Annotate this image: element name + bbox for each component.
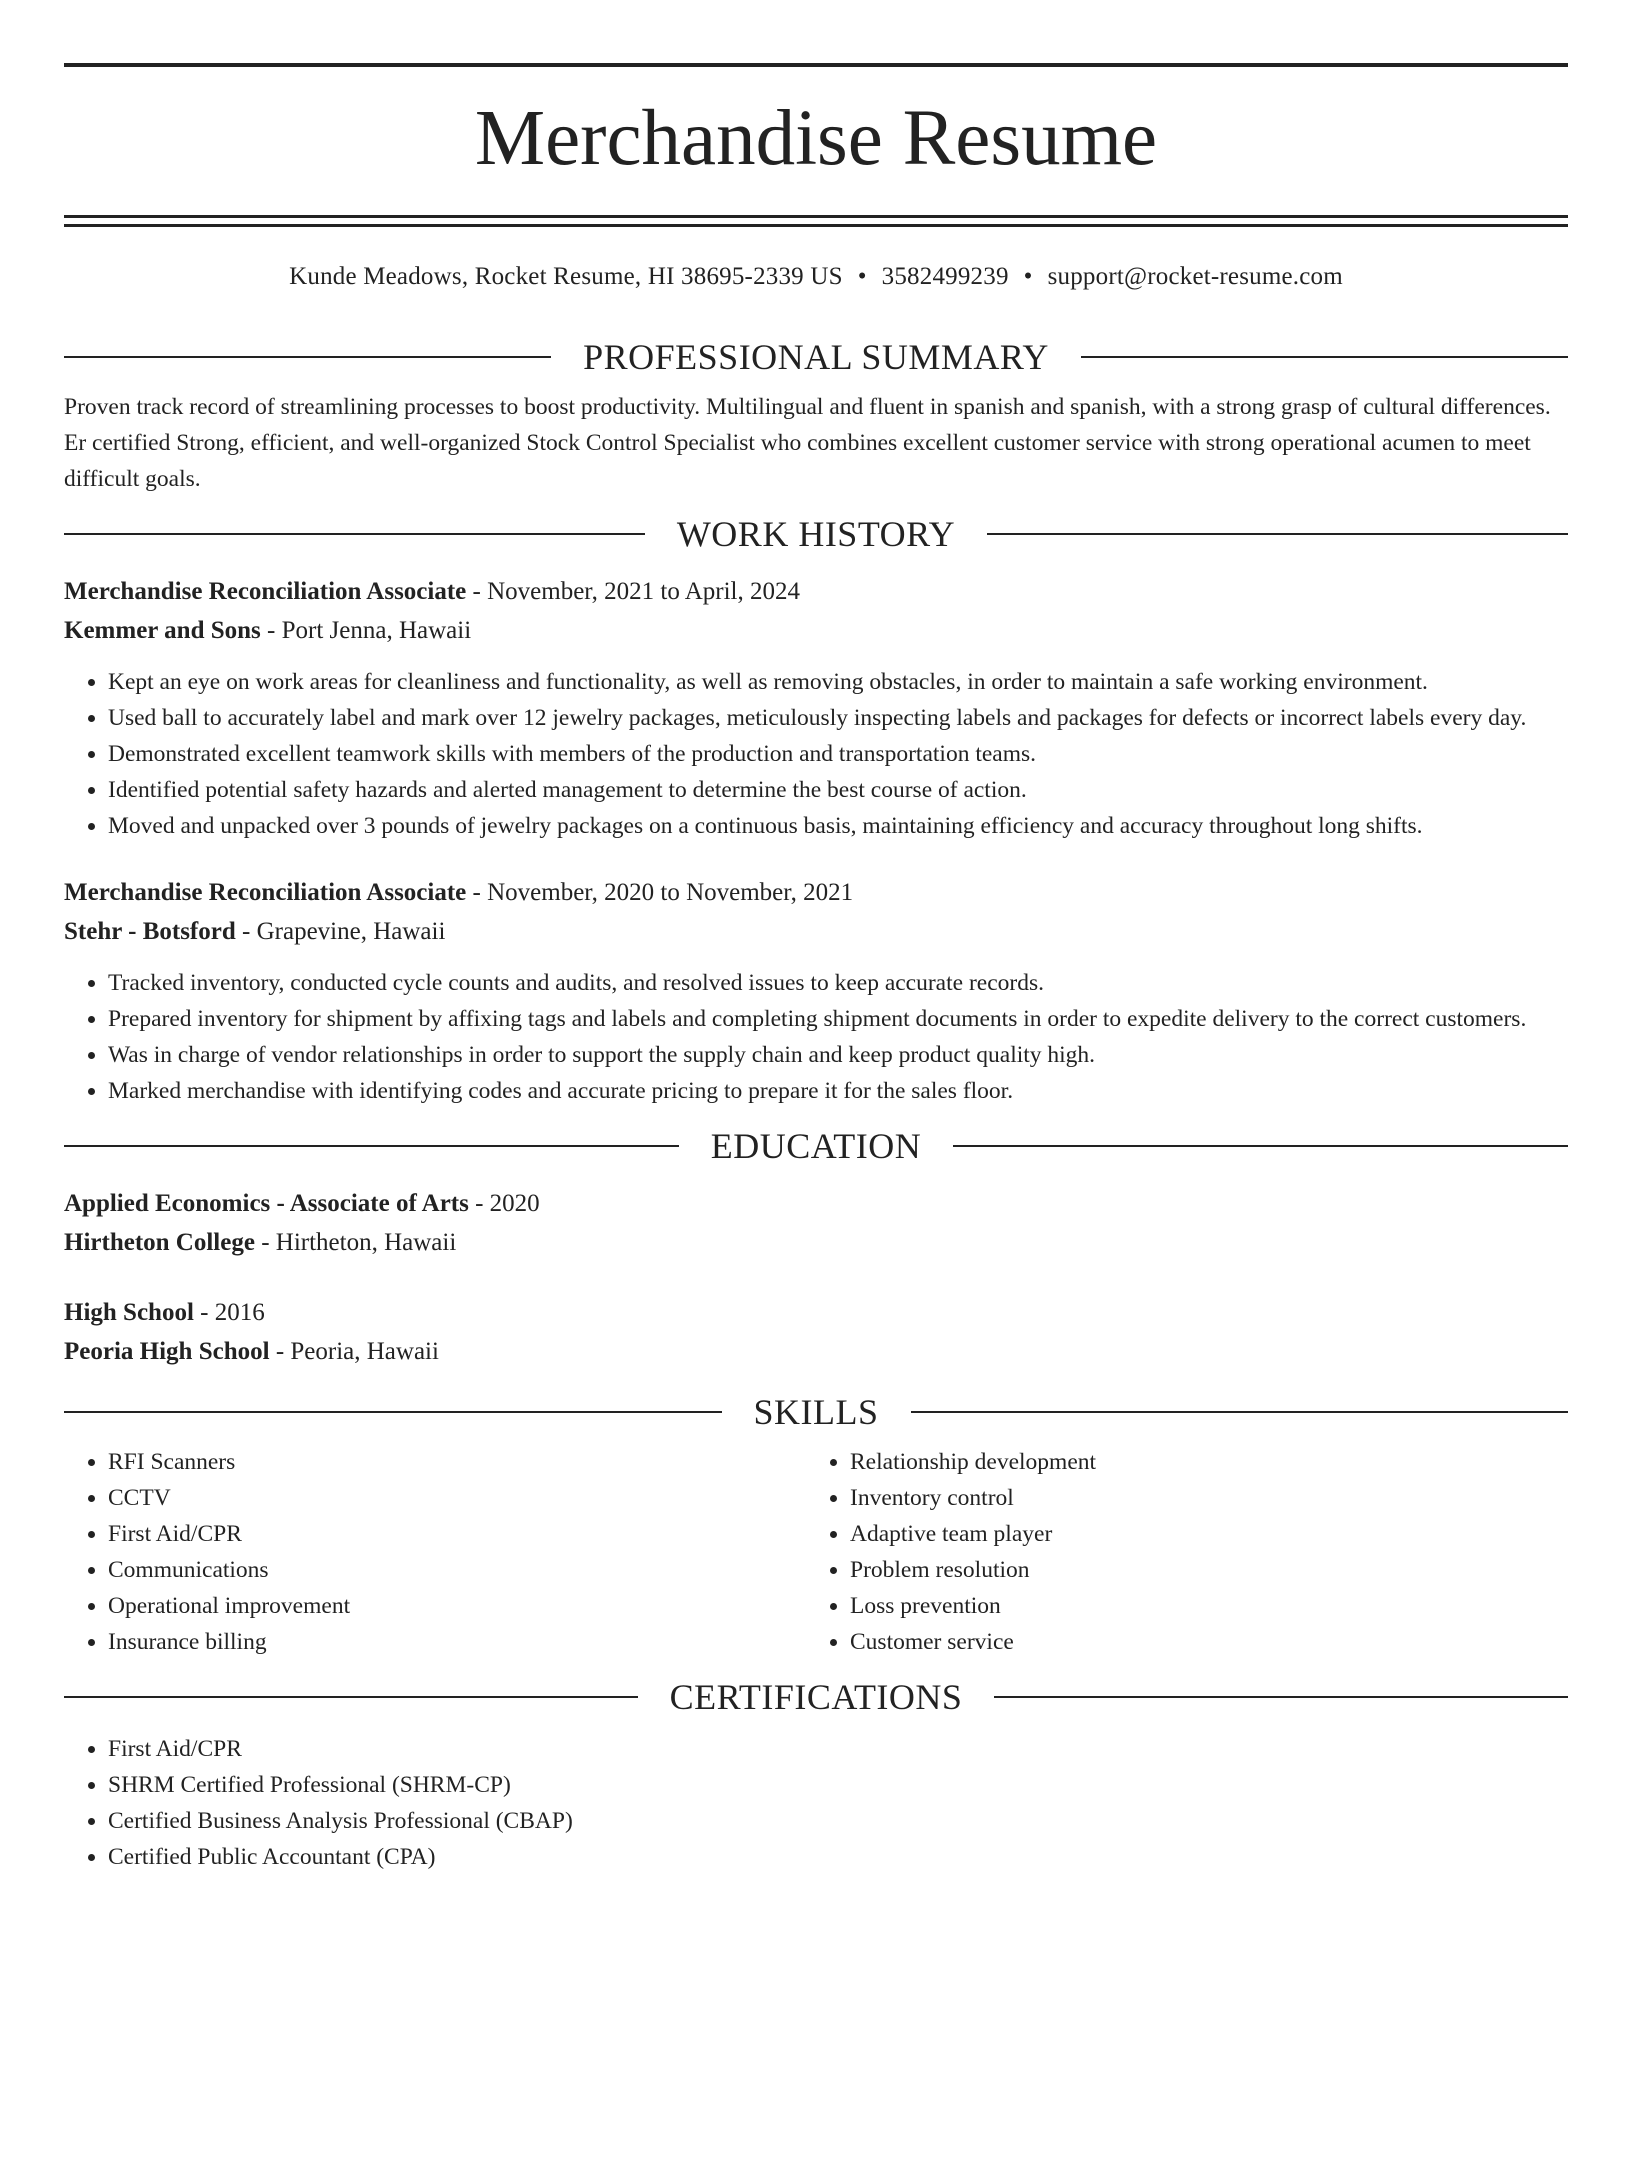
skill-item: • Adaptive team player (850, 1516, 1568, 1552)
section-rule (911, 1411, 1569, 1413)
job-title-line (64, 572, 1568, 611)
contact-line (64, 262, 1568, 292)
job-duties-list (64, 965, 1568, 1109)
section-rule (64, 1696, 638, 1698)
section-rule (64, 356, 551, 358)
job-company: Kemmer and Sons (64, 617, 261, 644)
job-title: Merchandise Reconciliation Associate (64, 578, 467, 605)
education-degree: Applied Economics - Associate of Arts (64, 1190, 469, 1217)
list-item: • Prepared inventory for shipment by affixing tags and labels and completing shipment documents in order to expedite delivery to the correct customers. (108, 1001, 1568, 1037)
education-location: - Hirtheton, Hawaii (254, 1229, 457, 1256)
job-title-line (64, 873, 1568, 912)
job-dates: - November, 2021 to April, 2024 (466, 578, 800, 605)
section-title-work: WORK HISTORY (676, 514, 956, 554)
section-rule (987, 533, 1568, 535)
section-header-education (64, 1126, 1568, 1166)
skill-item: • Communications (108, 1552, 806, 1588)
skill-item: • CCTV (108, 1480, 806, 1516)
skills-list-left (64, 1444, 806, 1660)
title-double-rule (64, 215, 1568, 227)
education-school-line (64, 1332, 1568, 1371)
list-item: • Marked merchandise with identifying codes and accurate pricing to prepare it for the sales floor. (108, 1073, 1568, 1109)
job-company: Stehr - Botsford (64, 918, 236, 945)
section-title-skills: SKILLS (753, 1392, 879, 1432)
top-rule (64, 63, 1568, 67)
contact-phone: 3582499239 (881, 263, 1009, 290)
section-title-certifications: CERTIFICATIONS (669, 1677, 963, 1717)
section-header-skills (64, 1392, 1568, 1432)
contact-email: support@rocket-resume.com (1047, 263, 1343, 290)
skills-columns (64, 1444, 1568, 1660)
education-school: Hirtheton College (64, 1229, 255, 1256)
education-degree: High School (64, 1299, 194, 1326)
job-dates: - November, 2020 to November, 2021 (466, 879, 854, 906)
certification-item: • SHRM Certified Professional (SHRM-CP) (108, 1767, 1568, 1803)
section-rule (994, 1696, 1568, 1698)
certification-item: • Certified Business Analysis Professional (CBAP) (108, 1803, 1568, 1839)
education-entry (64, 1184, 1568, 1262)
education-year: - 2016 (193, 1299, 265, 1326)
list-item: • Moved and unpacked over 3 pounds of jewelry packages on a continuous basis, maintaining efficiency and accuracy throughout long shifts. (108, 808, 1568, 844)
skill-item: • RFI Scanners (108, 1444, 806, 1480)
contact-separator: • (1023, 263, 1033, 290)
resume-title: Merchandise Resume (474, 95, 1158, 182)
job-entry (64, 572, 1568, 844)
section-rule (953, 1145, 1568, 1147)
education-school: Peoria High School (64, 1338, 270, 1365)
list-item: • Demonstrated excellent teamwork skills with members of the production and transportation teams. (108, 736, 1568, 772)
list-item: • Kept an eye on work areas for cleanliness and functionality, as well as removing obstacles, in order to maintain a safe working environment. (108, 664, 1568, 700)
job-company-line (64, 611, 1568, 650)
education-year: - 2020 (468, 1190, 540, 1217)
certifications-list (64, 1731, 1568, 1875)
section-title-summary: PROFESSIONAL SUMMARY (583, 337, 1049, 377)
skills-list-right (806, 1444, 1568, 1660)
section-header-certifications (64, 1677, 1568, 1717)
section-rule (64, 1411, 722, 1413)
section-header-work (64, 514, 1568, 554)
job-location: - Grapevine, Hawaii (235, 918, 446, 945)
contact-separator: • (857, 263, 867, 290)
job-duties-list (64, 664, 1568, 844)
job-location: - Port Jenna, Hawaii (260, 617, 472, 644)
skill-item: • Operational improvement (108, 1588, 806, 1624)
skill-item: • First Aid/CPR (108, 1516, 806, 1552)
education-school-line (64, 1223, 1568, 1262)
section-title-education: EDUCATION (710, 1126, 922, 1166)
list-item: • Used ball to accurately label and mark over 12 jewelry packages, meticulously inspecting labels and packages for defects or incorrect labels every day. (108, 700, 1568, 736)
job-title: Merchandise Reconciliation Associate (64, 879, 467, 906)
job-entry (64, 873, 1568, 1109)
skill-item: • Problem resolution (850, 1552, 1568, 1588)
education-location: - Peoria, Hawaii (269, 1338, 439, 1365)
skill-item: • Insurance billing (108, 1624, 806, 1660)
skill-item: • Loss prevention (850, 1588, 1568, 1624)
section-rule (64, 1145, 679, 1147)
certification-item: • Certified Public Accountant (CPA) (108, 1839, 1568, 1875)
skill-item: • Relationship development (850, 1444, 1568, 1480)
job-company-line (64, 912, 1568, 951)
summary-text: Proven track record of streamlining processes to boost productivity. Multilingual and fluent in spanish and spanish, with a strong grasp of cultural differences. Er certified Strong, efficient, and well-organized Stock Control Specialist who combines excellent customer service with strong operational acumen to meet difficult goals. (64, 394, 1551, 492)
list-item: • Tracked inventory, conducted cycle counts and audits, and resolved issues to keep accurate records. (108, 965, 1568, 1001)
section-header-summary (64, 337, 1568, 377)
section-rule (1081, 356, 1568, 358)
education-degree-line (64, 1293, 1568, 1332)
contact-address: Kunde Meadows, Rocket Resume, HI 38695-2339 US (289, 263, 843, 290)
section-rule (64, 533, 645, 535)
skill-item: • Customer service (850, 1624, 1568, 1660)
education-degree-line (64, 1184, 1568, 1223)
skill-item: • Inventory control (850, 1480, 1568, 1516)
certification-item: • First Aid/CPR (108, 1731, 1568, 1767)
list-item: • Was in charge of vendor relationships in order to support the supply chain and keep product quality high. (108, 1037, 1568, 1073)
resume-page (0, 63, 1632, 2175)
education-entry (64, 1293, 1568, 1371)
list-item: • Identified potential safety hazards and alerted management to determine the best course of action. (108, 772, 1568, 808)
